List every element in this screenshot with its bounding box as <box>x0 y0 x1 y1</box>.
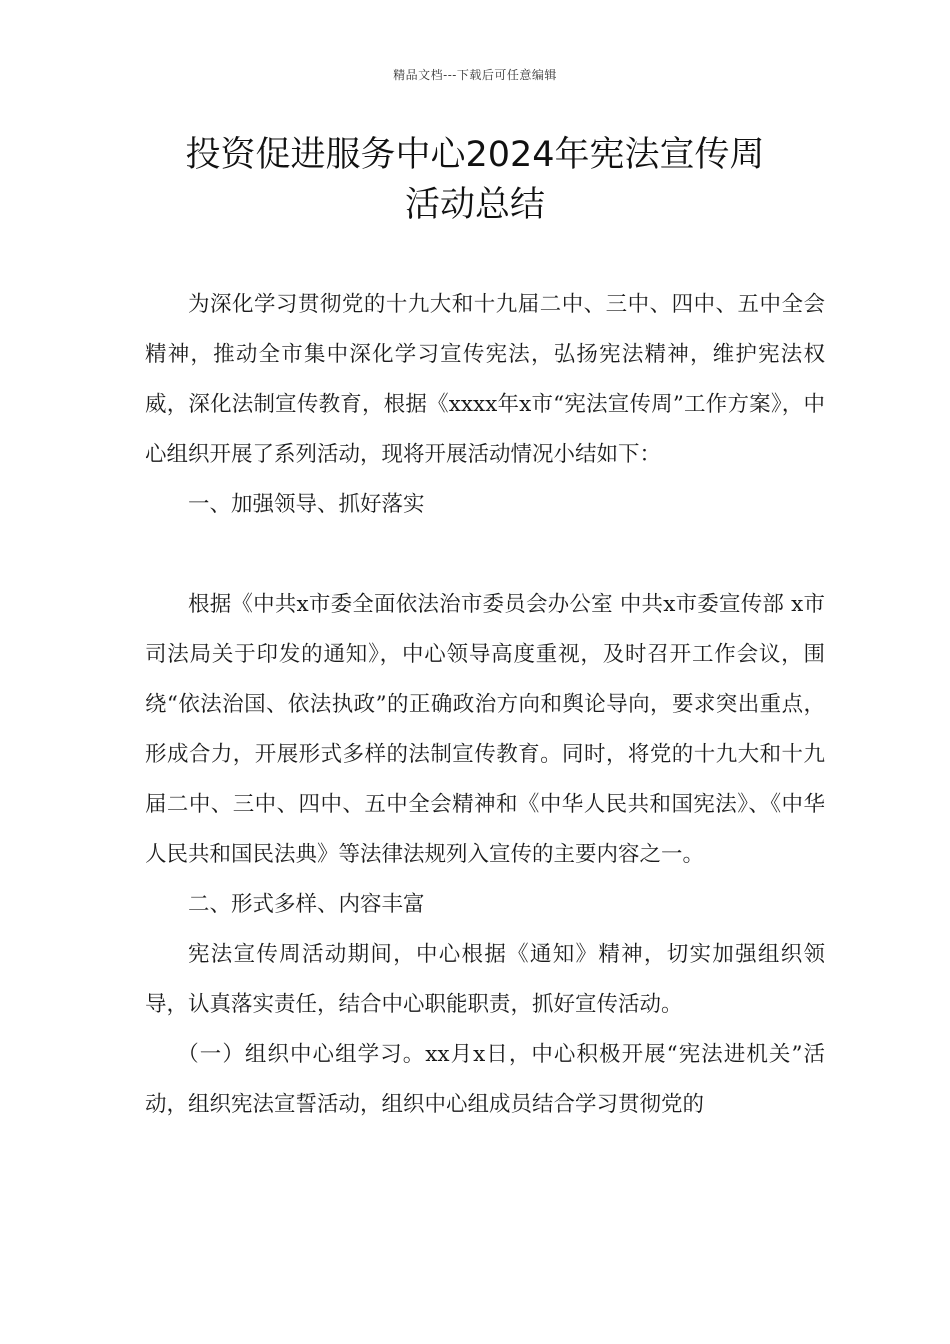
document-title <box>100 130 850 230</box>
document-body <box>145 280 825 1130</box>
paragraph-subsection-1: （一）组织中心组学习。xx月x日，中心积极开展“宪法进机关”活动，组织宪法宣誓活动，组织中心组成员结合学习贯彻党的 <box>145 1042 825 1117</box>
header-note: 精品文档---下载后可任意编辑 <box>393 68 557 82</box>
section-heading-2: 二、形式多样、内容丰富 <box>188 892 425 917</box>
paragraph-intro: 为深化学习贯彻党的十九大和十九届二中、三中、四中、五中全会精神，推动全市集中深化学习宣传宪法，弘扬宪法精神，维护宪法权威，深化法制宣传教育，根据《xxxx年x市“宪法宣传周”工作方案》，中心组织开展了系列活动，现将开展活动情况小结如下： <box>145 292 825 467</box>
paragraph-section-2: 宪法宣传周活动期间，中心根据《通知》精神，切实加强组织领导，认真落实责任，结合中心职能职责，抓好宣传活动。 <box>145 942 825 1017</box>
paragraph-section-1: 根据《中共x市委全面依法治市委员会办公室 中共x市委宣传部 x市司法局关于印发的通知》，中心领导高度重视，及时召开工作会议，围绕“依法治国、依法执政”的正确政治方向和舆论导向，要求突出重点，形成合力，开展形式多样的法制宣传教育。同时，将党的十九大和十九届二中、三中、四中、五中全会精神和《中华人民共和国宪法》、《中华人民共和国民法典》等法律法规列入宣传的主要内容之一。 <box>145 592 825 867</box>
title-line-1: 投资促进服务中心2024年宪法宣传周 <box>185 135 765 175</box>
title-line-2: 活动总结 <box>404 185 545 225</box>
section-heading-1: 一、加强领导、抓好落实 <box>188 492 425 517</box>
